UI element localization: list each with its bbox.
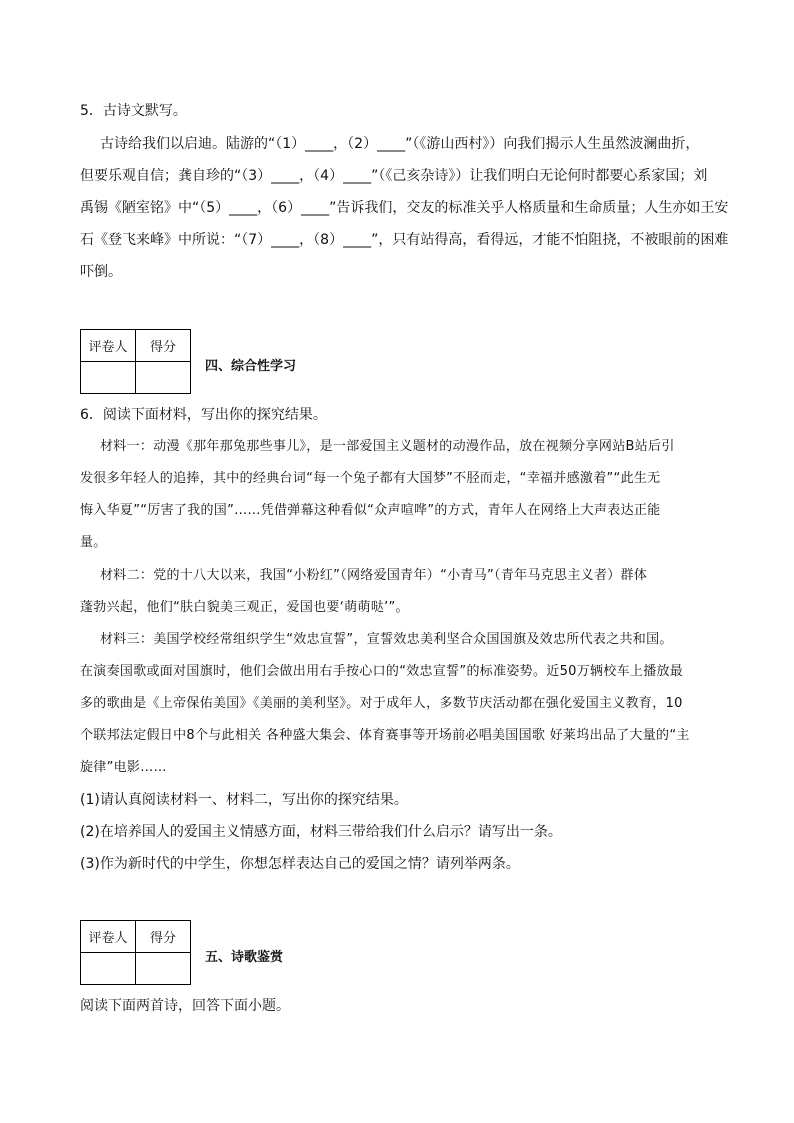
closing-instruction: 阅读下面两首诗，回答下面小题。 [80,998,290,1014]
q6-material-line-5: 材料二：党的十八大以来，我国“小粉红”（网络爱国青年）“小青马”（青年马克思主义者）群体 [100,568,648,583]
score-box-section-5 [80,920,191,985]
q6-material-line-10: 个联邦法定假日中8个与此相关 各种盛大集会、体育赛事等开场前必唱美国国歌 好莱坞出品了大量的“主 [80,728,690,743]
score-box-section-4 [80,329,191,394]
q5-line-5: 吓倒。 [80,264,122,280]
q5-line-2: 但要乐观自信；龚自珍的“（3）____，（4）____”（《己亥杂诗》）让我们明白无论何时都要心系家国；刘 [80,168,708,184]
q6-heading: 6．阅读下面材料，写出你的探究结果。 [80,407,327,423]
q6-material-line-4: 量。 [80,535,107,550]
score-box-grader-cell [81,953,136,985]
q6-material-line-9: 多的歌曲是《上帝保佑美国》《美丽的美利坚》。对于成年人，多数节庆活动都在强化爱国主义教育，10 [80,696,683,711]
q6-material-line-7: 材料三：美国学校经常组织学生“效忠宣誓”，宣誓效忠美利坚合众国国旗及效忠所代表之共和国。 [100,632,673,647]
score-box-grader-label: 评卷人 [81,921,136,953]
q6-sub-question-3: (3)作为新时代的中学生，你想怎样表达自己的爱国之情？请列举两条。 [80,856,520,872]
score-box-grader-cell [81,362,136,394]
q6-material-line-6: 蓬勃兴起，他们“肤白貌美三观正，爱国也要‘萌萌哒’”。 [80,600,409,615]
q5-line-3: 禹锡《陋室铭》中“（5）____，（6）____”告诉我们，交友的标准关乎人格质量和生命质量；人生亦如王安 [80,200,729,216]
q5-heading: 5．古诗文默写。 [80,103,187,119]
q6-material-line-8: 在演奏国歌或面对国旗时，他们会做出用右手按心口的“效忠宣誓”的标准姿势。近50万辆校车上播放最 [80,664,684,679]
q6-material-line-2: 发很多年轻人的追捧，其中的经典台词“每一个兔子都有大国梦”不胫而走，“幸福并感激着”“此生无 [80,471,661,486]
section-4-title: 四、综合性学习 [205,359,297,374]
q5-line-1: 古诗给我们以启迪。陆游的“（1）____，（2）____”（《游山西村》）向我们揭示人生虽然波澜曲折， [100,136,700,152]
q6-material-line-3: 悔入华夏”“厉害了我的国”……凭借弹幕这种看似“众声喧哗”的方式，青年人在网络上大声表达正能 [80,503,661,518]
score-box-score-label: 得分 [136,330,191,362]
q6-sub-question-2: (2)在培养国人的爱国主义情感方面，材料三带给我们什么启示？请写出一条。 [80,824,562,840]
score-box-grader-label: 评卷人 [81,330,136,362]
score-box-score-cell [136,362,191,394]
q6-sub-question-1: (1)请认真阅读材料一、材料二，写出你的探究结果。 [80,792,408,808]
score-box-score-label: 得分 [136,921,191,953]
score-box-score-cell [136,953,191,985]
q6-material-line-1: 材料一：动漫《那年那兔那些事儿》，是一部爱国主义题材的动漫作品，放在视频分享网站B站后引 [100,439,675,454]
q6-material-line-11: 旋律”电影…… [80,760,167,775]
q5-line-4: 石《登飞来峰》中所说：“（7）____，（8）____”，只有站得高，看得远，才能不怕阻挠，不被眼前的困难 [80,232,729,248]
section-5-title: 五、诗歌鉴赏 [205,950,284,965]
